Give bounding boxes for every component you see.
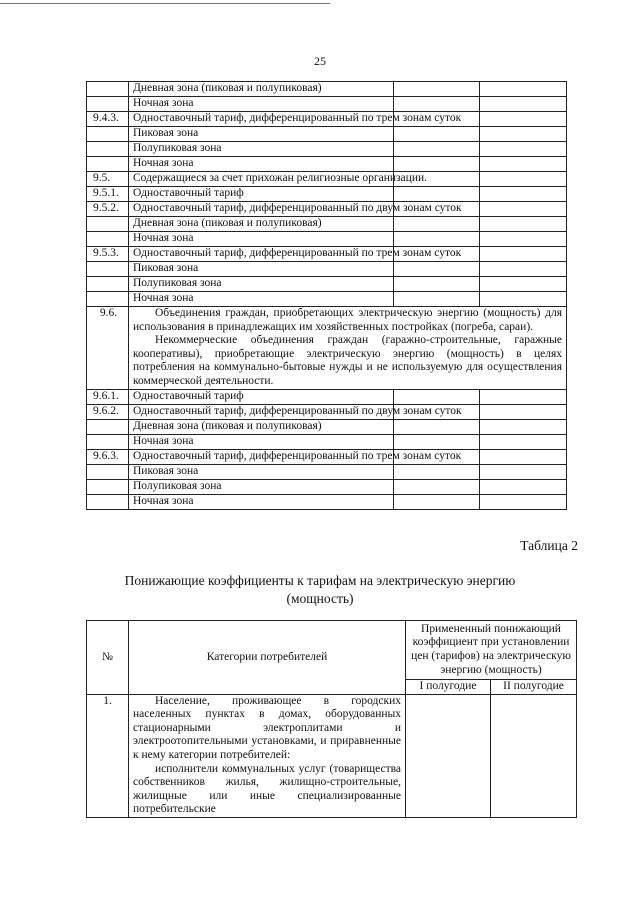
row-description: Одноставочный тариф, дифференцированный по двум зонам суток — [129, 202, 394, 217]
table-row — [87, 262, 567, 277]
value-cell — [394, 494, 480, 509]
description-paragraph: Объединения граждан, приобретающих электрическую энергию (мощность) для использования в принадлежащих им хозяйственных постройках (погреба, сараи). — [133, 307, 562, 333]
row-description: Ночная зона — [129, 157, 394, 172]
value-cell — [480, 277, 567, 292]
table-caption: Таблица 2 — [520, 538, 578, 553]
value-cell — [394, 232, 480, 247]
table-row — [87, 172, 567, 187]
row-description: Одноставочный тариф, дифференцированный по трем зонам суток — [129, 112, 394, 127]
row-description: Одноставочный тариф — [129, 187, 394, 202]
table-row — [87, 449, 567, 464]
value-cell — [491, 694, 577, 817]
row-description: Одноставочный тариф — [129, 389, 394, 404]
value-cell — [480, 389, 567, 404]
value-cell — [394, 292, 480, 307]
table-row — [87, 187, 567, 202]
row-number — [87, 494, 129, 509]
table-row — [87, 694, 577, 817]
value-cell — [480, 494, 567, 509]
table-row — [87, 97, 567, 112]
table-row — [87, 389, 567, 404]
table-row — [87, 157, 567, 172]
table-row — [87, 202, 567, 217]
value-cell — [480, 187, 567, 202]
value-cell — [394, 97, 480, 112]
row-number — [87, 97, 129, 112]
value-cell — [394, 142, 480, 157]
header-half2: II полугодие — [491, 680, 577, 695]
row-description: Ночная зона — [129, 232, 394, 247]
table-row — [87, 232, 567, 247]
row-description: Ночная зона — [129, 434, 394, 449]
table-row — [87, 247, 567, 262]
row-number: 9.5. — [87, 172, 129, 187]
value-cell — [480, 142, 567, 157]
value-cell — [480, 247, 567, 262]
row-description: Пиковая зона — [129, 127, 394, 142]
row-description: Пиковая зона — [129, 262, 394, 277]
value-cell — [480, 292, 567, 307]
row-number: 9.6.3. — [87, 449, 129, 464]
tariff-table-continued — [86, 81, 567, 510]
value-cell — [480, 232, 567, 247]
row-number — [87, 142, 129, 157]
row-number — [87, 217, 129, 232]
value-cell — [480, 172, 567, 187]
row-description: Ночная зона — [129, 494, 394, 509]
row-number — [87, 479, 129, 494]
row-description: Ночная зона — [129, 292, 394, 307]
value-cell — [480, 479, 567, 494]
row-description: Содержащиеся за счет прихожан религиозные организации. — [129, 172, 394, 187]
value-cell — [394, 479, 480, 494]
value-cell — [480, 202, 567, 217]
table-row — [87, 479, 567, 494]
description-paragraph: исполнители коммунальных услуг (товарищества собственников жилья, жилищно-строительные, жилищные или иные специализированные потребительские — [133, 762, 401, 816]
header-row — [87, 621, 577, 680]
header-num: № — [87, 621, 129, 695]
value-cell — [394, 464, 480, 479]
value-cell — [394, 82, 480, 97]
row-number: 9.6.1. — [87, 389, 129, 404]
description-paragraph: Некоммерческие объединения граждан (гаражно-строительные, гаражные кооперативы), приобретающие электрическую энергию (мощность) в целях потребления на коммунально-бытовые нужды и не используемую для осуществления коммерческой деятельности. — [133, 334, 562, 387]
value-cell — [394, 262, 480, 277]
table-row — [87, 142, 567, 157]
row-description: Дневная зона (пиковая и полупиковая) — [129, 419, 394, 434]
value-cell — [480, 82, 567, 97]
top-rule — [0, 3, 330, 4]
header-coefficient: Примененный понижающий коэффициент при установлении цен (тарифов) на электрическую энергию (мощность) — [406, 621, 577, 680]
row-number — [87, 127, 129, 142]
row-number: 9.6. — [87, 307, 129, 390]
value-cell — [480, 97, 567, 112]
table-row — [87, 434, 567, 449]
table-row — [87, 112, 567, 127]
row-number — [87, 464, 129, 479]
row-number — [87, 277, 129, 292]
row-number: 1. — [87, 694, 129, 817]
page-number: 25 — [314, 54, 326, 68]
table-row — [87, 292, 567, 307]
table-title: Понижающие коэффициенты к тарифам на электрическую энергию (мощность) — [124, 573, 516, 606]
value-cell — [394, 217, 480, 232]
row-description: Дневная зона (пиковая и полупиковая) — [129, 217, 394, 232]
table-row — [87, 277, 567, 292]
value-cell — [394, 157, 480, 172]
row-number — [87, 262, 129, 277]
value-cell — [394, 389, 480, 404]
row-description: Полупиковая зона — [129, 479, 394, 494]
value-cell — [480, 262, 567, 277]
value-cell — [480, 404, 567, 419]
table-row — [87, 307, 567, 390]
row-description: Ночная зона — [129, 97, 394, 112]
value-cell — [480, 112, 567, 127]
value-cell — [480, 434, 567, 449]
row-number — [87, 292, 129, 307]
row-description — [129, 694, 406, 817]
value-cell — [394, 434, 480, 449]
row-description: Одноставочный тариф, дифференцированный по трем зонам суток — [129, 247, 394, 262]
row-number: 9.5.1. — [87, 187, 129, 202]
row-description: Дневная зона (пиковая и полупиковая) — [129, 82, 394, 97]
table-row — [87, 494, 567, 509]
table-row — [87, 217, 567, 232]
header-half1: I полугодие — [406, 680, 491, 695]
row-description: Одноставочный тариф, дифференцированный по двум зонам суток — [129, 404, 394, 419]
row-number: 9.5.3. — [87, 247, 129, 262]
value-cell — [394, 419, 480, 434]
row-number: 9.6.2. — [87, 404, 129, 419]
reduction-coefficients-table — [86, 620, 577, 818]
header-categories: Категории потребителей — [129, 621, 406, 695]
row-description: Полупиковая зона — [129, 142, 394, 157]
value-cell — [394, 127, 480, 142]
row-number: 9.4.3. — [87, 112, 129, 127]
value-cell — [480, 449, 567, 464]
row-description: Полупиковая зона — [129, 277, 394, 292]
value-cell — [406, 694, 491, 817]
table-row — [87, 419, 567, 434]
value-cell — [480, 127, 567, 142]
value-cell — [394, 277, 480, 292]
table-row — [87, 404, 567, 419]
value-cell — [480, 419, 567, 434]
value-cell — [480, 157, 567, 172]
row-number — [87, 434, 129, 449]
value-cell — [480, 464, 567, 479]
row-number — [87, 157, 129, 172]
row-number — [87, 232, 129, 247]
table-row — [87, 82, 567, 97]
row-description: Одноставочный тариф, дифференцированный по трем зонам суток — [129, 449, 394, 464]
row-number: 9.5.2. — [87, 202, 129, 217]
row-description: Пиковая зона — [129, 464, 394, 479]
value-cell — [394, 187, 480, 202]
table-row — [87, 127, 567, 142]
row-description — [129, 307, 567, 390]
row-number — [87, 419, 129, 434]
value-cell — [480, 217, 567, 232]
row-number — [87, 82, 129, 97]
description-paragraph: Население, проживающее в городских населенных пунктах в домах, оборудованных стационарными электроплитами и электроотопительными установками, и приравненные к нему категории потребителей: — [133, 694, 401, 761]
table-row — [87, 464, 567, 479]
